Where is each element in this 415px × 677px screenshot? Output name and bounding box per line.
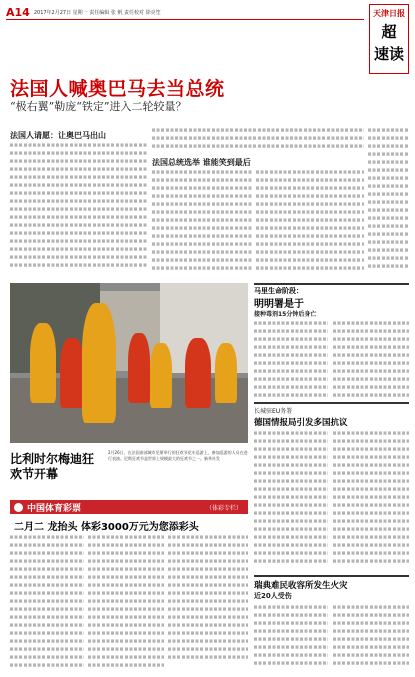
carnival-headline-text: 比利时尔梅迪狂欢节开幕 [10,452,95,481]
lead-body-col-4 [368,127,408,274]
dancer-figure [30,323,56,403]
story-1-subtitle: 接种毒剂15分钟后身亡 [254,311,317,318]
dancer-figure [185,338,211,408]
story-3-subtitle: 近20人受伤 [254,592,292,600]
story-3-rule [254,575,409,577]
story-2-body-col-1 [254,430,328,570]
lead-section-head-1: 法国人请愿：让奥巴马出山 [10,131,106,140]
dancer-figure [150,343,172,408]
lottery-logo-icon [14,503,23,512]
carnival-headline [10,452,100,482]
story-2-kicker: 长城驻EU务署 [254,408,293,415]
header-rule [6,19,364,20]
story-1-rule [254,283,409,285]
dancer-figure [215,343,237,403]
dancer-figure [82,303,116,423]
story-3-body-col-2 [333,604,409,670]
dancer-figure [60,338,84,408]
lottery-band-label: 中国体育彩票 [27,503,82,514]
lead-headline: 法国人喊奥巴马去当总统 [10,78,225,100]
dancer-figure [128,333,150,403]
story-2-body-col-2 [333,430,409,570]
section-name-line-2: 速读 [373,45,404,63]
lead-body-col-1 [10,142,148,267]
page-header [6,6,366,18]
brand-name: 天津日报 [373,8,405,18]
section-brand-box [369,4,409,74]
lottery-headline: 二月二 龙抬头 体彩3000万元为您添彩头 [14,522,199,533]
story-1-body-col-1 [254,320,328,398]
edition-line: 2017年2月27日 星期一 责任编辑 张 帆 责任校对 徐亮笙 [33,9,161,16]
lottery-column-tag: （体彩专栏） [205,504,242,512]
lead-section-head-2: 法国总统选举 谁能笑到最后 [152,158,251,167]
story-1-title: 明明署是于 [254,299,304,310]
story-2-title: 德国情报局引发多国抗议 [254,418,348,428]
lead-subheadline: “极右翼”勒庞“铁定”进入二轮较量？ [10,100,187,113]
lottery-body-col-3 [168,534,248,672]
story-1-kicker: 马里生命阶段： [254,287,303,295]
lottery-body-col-2 [88,534,164,672]
lottery-band [10,500,248,514]
story-1-body-col-2 [333,320,409,398]
lead-body-col-3 [256,169,364,274]
page-number: A14 [6,5,30,19]
lottery-body-col-1 [10,534,84,672]
section-name-line-1: 超 [381,23,397,41]
lead-body-top [152,127,364,153]
lead-body-col-2 [152,169,252,274]
photo-caption: 2月26日，在法国南部城市尼斯举行的狂欢节花车巡游上，参加巡游的人员在进行表演。尼斯狂欢节是世界上规模最大的狂欢节之一。新华社发 [108,450,248,461]
story-3-title: 瑞典难民收容所发生火灾 [254,581,348,591]
story-3-body-col-1 [254,604,328,670]
story-2-rule [254,402,409,404]
carnival-photo [10,283,248,443]
